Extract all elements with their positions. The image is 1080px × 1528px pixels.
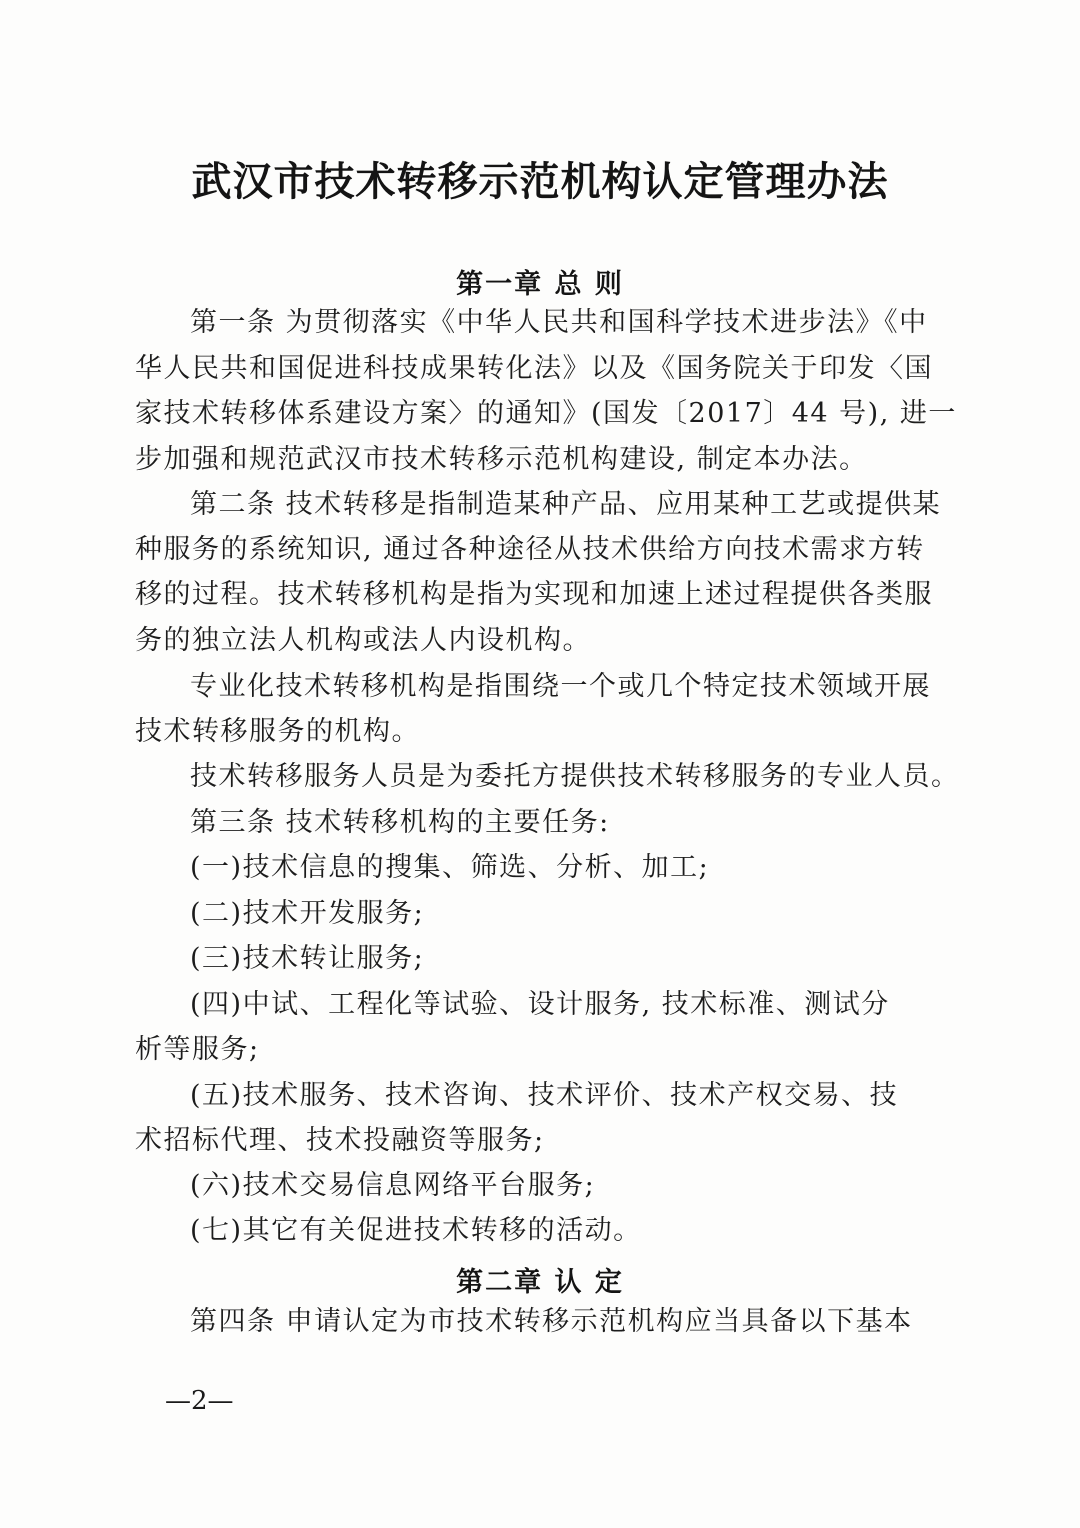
paragraph-line: 第一条 为贯彻落实《中华人民共和国科学技术进步法》《中 [190,307,928,338]
paragraph-line: 家技术转移体系建设方案〉的通知》(国发〔2017〕44 号), 进一 [135,398,957,429]
list-item: (六)技术交易信息网络平台服务; [190,1170,596,1201]
paragraph-line: 第四条 申请认定为市技术转移示范机构应当具备以下基本 [190,1306,913,1337]
list-item: (三)技术转让服务; [190,943,425,974]
list-item: 术招标代理、技术投融资等服务; [135,1125,545,1156]
list-item: (二)技术开发服务; [190,898,425,929]
list-item: (四)中试、工程化等试验、设计服务, 技术标准、测试分 [190,989,890,1020]
paragraph-line: 华人民共和国促进科技成果转化法》以及《国务院关于印发〈国 [135,353,933,384]
paragraph-line: 种服务的系统知识, 通过各种途径从技术供给方向技术需求方转 [135,534,925,565]
paragraph-line: 步加强和规范武汉市技术转移示范机构建设, 制定本办法。 [135,444,868,475]
paragraph-line: 移的过程。技术转移机构是指为实现和加速上述过程提供各类服 [135,579,933,610]
paragraph-line: 技术转移服务的机构。 [135,716,420,747]
paragraph-line: 第三条 技术转移机构的主要任务: [190,807,610,838]
list-item: (五)技术服务、技术咨询、技术评价、技术产权交易、技 [190,1080,899,1111]
paragraph-line: 专业化技术转移机构是指围绕一个或几个特定技术领域开展 [190,671,931,702]
page-number: —2— [165,1386,234,1416]
chapter-heading-1: 第一章 总 则 [456,269,624,300]
list-item: (七)其它有关促进技术转移的活动。 [190,1215,642,1246]
paragraph-line: 第二条 技术转移是指制造某种产品、应用某种工艺或提供某 [190,489,942,520]
paragraph-line: 务的独立法人机构或法人内设机构。 [135,625,591,656]
document-title: 武汉市技术转移示范机构认定管理办法 [191,159,889,205]
chapter-heading-2: 第二章 认 定 [456,1267,624,1298]
paragraph-line: 技术转移服务人员是为委托方提供技术转移服务的专业人员。 [190,761,960,792]
list-item: (一)技术信息的搜集、筛选、分析、加工; [190,852,710,883]
list-item: 析等服务; [135,1034,260,1065]
